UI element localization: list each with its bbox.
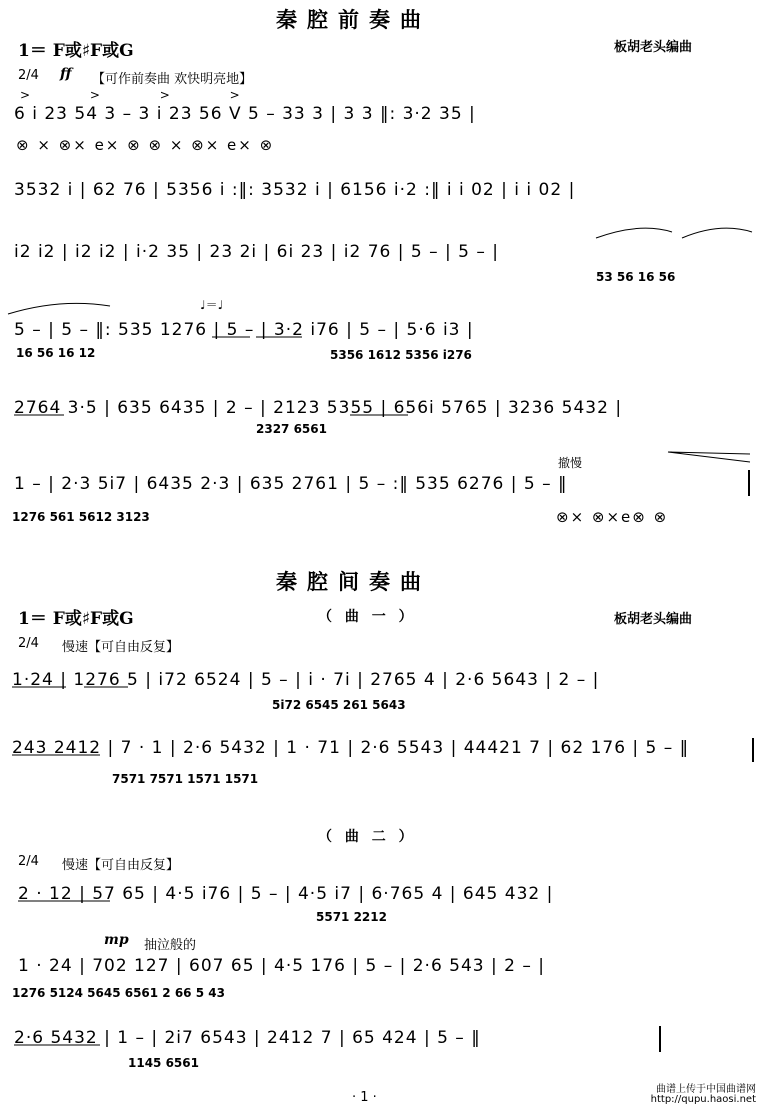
score2-row-2: 243 2412 | 7 · 1 | 2·6 5432 | 1 · 71 | 2·6 5543 | 44421 7 | 62 176 | 5 – ‖ (12, 738, 690, 758)
slur-3 (8, 303, 110, 314)
score2-dynamic: mp (104, 932, 129, 948)
score1-row-3: i2 i2 | i2 i2 | i·2 35 | 23 2i | 6i 23 | i2 76 | 5 – | 5 – | (14, 242, 499, 262)
score1-row-2: 3532 i | 62 76 | 5356 i :‖: 3532 i | 6156 i·2 :‖ i i 02 | i i 02 | (14, 180, 576, 200)
crescendo-hairpin (668, 452, 750, 462)
score1-tempo-note: 【可作前奏曲 欢快明亮地】 (92, 72, 253, 87)
slur-1 (596, 228, 672, 238)
score2-tempo-1: 慢速【可自由反复】 (62, 640, 180, 655)
score1-meter: 2/4 (18, 68, 39, 83)
score1-sub-row-2: 16 56 16 12 (16, 346, 96, 360)
score2-meter-2: 2/4 (18, 854, 39, 869)
score2-tempo-2: 慢速【可自由反复】 (62, 858, 180, 873)
score1-composer: 板胡老头编曲 (614, 40, 693, 55)
score2-key: 1＝ F或♯F或G (18, 609, 134, 629)
slur-2 (682, 228, 752, 238)
score1-tempo-mark: ♩＝♩ (200, 298, 224, 312)
score1-rit: 撤慢 (558, 456, 583, 470)
score2-row-3: 2 · 12 | 57 65 | 4·5 i76 | 5 – | 4·5 i7 | 6·765 4 | 645 432 | (18, 884, 554, 904)
site-line-2: http://qupu.haosi.net (650, 1094, 756, 1105)
score2-section-1: （ 曲 一 ） (318, 609, 417, 625)
score2-sub-row-4: 1276 5124 5645 6561 2 66 5 43 (12, 986, 225, 1000)
score2-expression: 抽泣般的 (144, 938, 197, 953)
score1-row-4: 5 – | 5 – ‖: 535 1276 | 5 – | 3·2 i76 | 5 – | 5·6 i3 | (14, 320, 474, 340)
score2-composer: 板胡老头编曲 (614, 612, 693, 627)
score1-sub-row-3: 5356 1612 5356 i276 (330, 348, 472, 362)
score2-sub-row-2: 7571 7571 1571 1571 (112, 772, 259, 786)
score1-accents: > > > > (20, 88, 268, 102)
score1-row-5: 2764 3·5 | 635 6435 | 2 – | 2123 5355 | 656i 5765 | 3236 5432 | (14, 398, 623, 418)
score2-sub-row-5: 1145 6561 (128, 1056, 199, 1070)
page-number: · 1 · (352, 1090, 377, 1105)
score1-percussion-end: ⊗× ⊗×e⊗ ⊗ (556, 508, 669, 526)
score1-percussion-row: ⊗ × ⊗× e× ⊗ ⊗ × ⊗× e× ⊗ (16, 136, 275, 154)
score1-sub-row-1: 53 56 16 56 (596, 270, 676, 284)
score2-sub-row-1: 5i72 6545 261 5643 (272, 698, 406, 712)
score2-section-2: （ 曲 二 ） (318, 829, 417, 845)
score1-key: 1＝ F或♯F或G (18, 41, 134, 61)
score2-row-4: 1 · 24 | 702 127 | 607 65 | 4·5 176 | 5 – | 2·6 543 | 2 – | (18, 956, 545, 976)
score2-meter-1: 2/4 (18, 636, 39, 651)
site-line-1: 曲谱上传于中国曲谱网 (656, 1084, 756, 1095)
score1-sub-row-4: 2327 6561 (256, 422, 327, 436)
score2-row-1: 1·24 | 1276 5 | i72 6524 | 5 – | i · 7i | 2765 4 | 2·6 5643 | 2 – | (12, 670, 600, 690)
score2-sub-row-3: 5571 2212 (316, 910, 387, 924)
score1-dynamic: ff (60, 66, 72, 82)
score1-title: 秦腔前奏曲 (276, 7, 431, 32)
score1-row-1: 6 i 23 54 3 – 3 i 23 56 V 5 – 33 3 | 3 3 ‖: 3·2 35 | (14, 104, 476, 124)
score2-title: 秦腔间奏曲 (276, 569, 431, 594)
score1-row-6: 1 – | 2·3 5i7 | 6435 2·3 | 635 2761 | 5 – :‖ 535 6276 | 5 – ‖ (14, 474, 568, 494)
score2-row-5: 2·6 5432 | 1 – | 2i7 6543 | 2412 7 | 65 424 | 5 – ‖ (14, 1028, 481, 1048)
score1-sub-row-5: 1276 561 5612 3123 (12, 510, 150, 524)
